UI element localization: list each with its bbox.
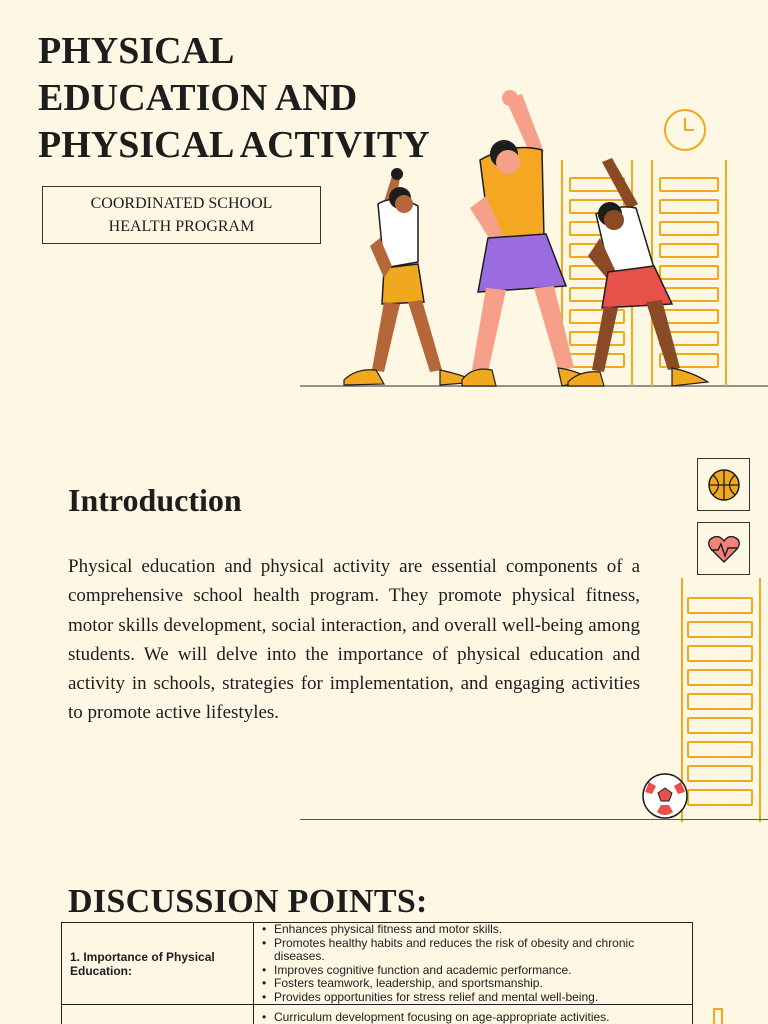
subtitle-line-1: COORDINATED SCHOOL	[90, 195, 273, 212]
child-figure-left	[344, 168, 478, 385]
basketball-icon	[706, 467, 742, 503]
intro-heading: Introduction	[68, 482, 242, 518]
list-item: • Provides opportunities for stress relief and mental well-being.	[260, 991, 686, 1005]
title-line-2: EDUCATION AND	[38, 77, 358, 119]
subtitle-box	[42, 186, 321, 244]
list-item: • Curriculum development focusing on age-appropriate activities.	[260, 1011, 686, 1024]
divider-line	[300, 819, 768, 820]
wall-bars-tall	[600, 560, 768, 825]
basketball-icon-box	[697, 458, 750, 511]
title-line-3: PHYSICAL ACTIVITY	[38, 124, 430, 166]
discussion-heading: DISCUSSION POINTS:	[68, 883, 428, 920]
clock-icon	[665, 110, 705, 150]
discussion-table	[61, 922, 693, 1024]
table-row	[62, 923, 693, 1005]
table-row	[62, 1005, 693, 1024]
subtitle-line-2: HEALTH PROGRAM	[108, 218, 255, 235]
soccer-ball-icon	[643, 774, 687, 818]
row-items	[254, 923, 693, 1005]
child-figure-right	[568, 158, 708, 386]
list-item: • Promotes healthy habits and reduces the risk of obesity and chronic diseases.	[260, 937, 686, 964]
list-item: • Improves cognitive function and academic performance.	[260, 964, 686, 978]
list-item: • Enhances physical fitness and motor skills.	[260, 923, 686, 937]
list-item: • Fosters teamwork, leadership, and sportsmanship.	[260, 977, 686, 991]
title-line-1: PHYSICAL	[38, 30, 235, 72]
exercise-illustration	[300, 88, 768, 388]
decorative-bar	[713, 1008, 723, 1024]
row-items	[254, 1005, 693, 1024]
intro-paragraph: Physical education and physical activity are essential components of a comprehensive school health program. They promote physical fitness, motor skills development, social interaction, and overall well-being among students. We will delve into the importance of physical education and activity in schools, strategies for implementation, and engaging activities to promote active lifestyles.	[68, 556, 640, 724]
adult-figure-center	[462, 90, 592, 386]
row-label	[62, 1005, 254, 1024]
row-label: 1. Importance of Physical Education:	[62, 923, 254, 1005]
